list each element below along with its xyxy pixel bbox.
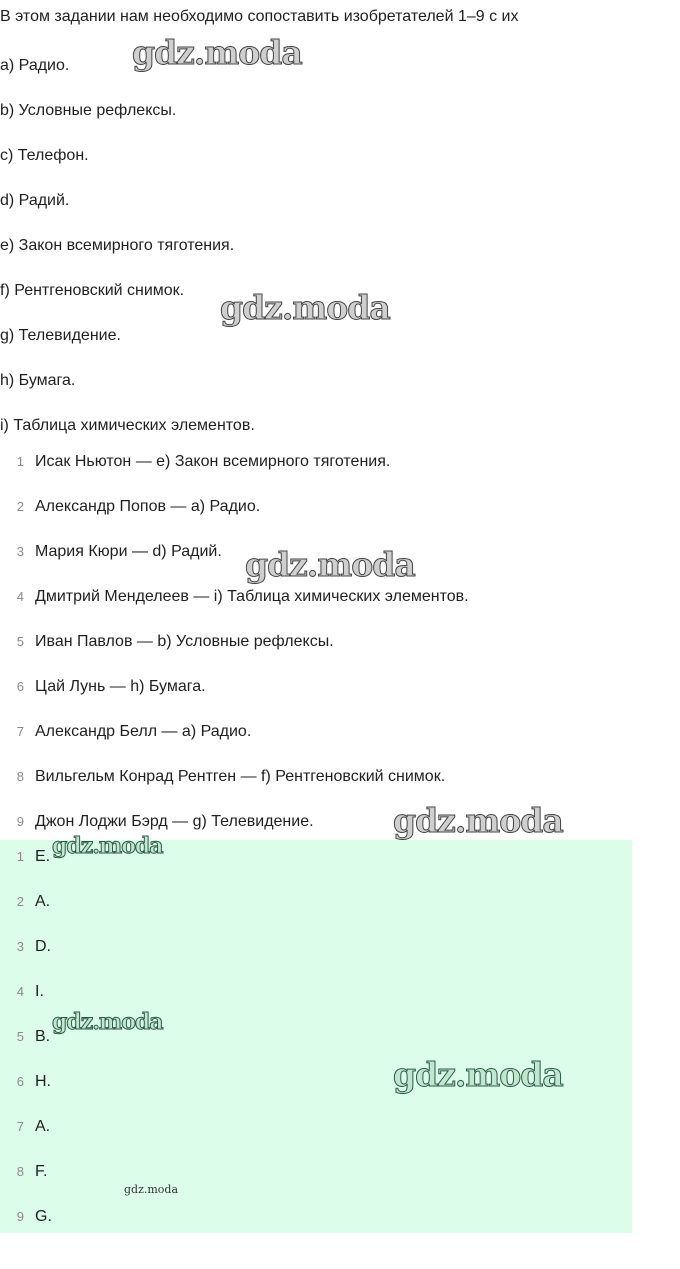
lettered-item: a) Радио.	[0, 57, 70, 74]
watermark: gdz.moda	[124, 1183, 179, 1196]
item-text: Александр Белл — a) Радио.	[35, 723, 252, 740]
item-text: G.	[35, 1208, 52, 1225]
item-number: 7	[16, 724, 24, 739]
item-number: 6	[16, 1074, 24, 1089]
item-text: B.	[35, 1028, 51, 1045]
item-text: D.	[35, 938, 51, 955]
item-number: 7	[16, 1119, 24, 1134]
match-item	[0, 766, 632, 811]
answers-list	[0, 846, 632, 1251]
matches-list	[0, 451, 632, 859]
item-number: 2	[16, 894, 24, 909]
item-text: F.	[35, 1163, 48, 1180]
item-number: 3	[16, 939, 24, 954]
lettered-item: b) Условные рефлексы.	[0, 102, 177, 119]
lettered-item: h) Бумага.	[0, 372, 76, 389]
item-text: I.	[35, 983, 44, 1000]
lettered-item: d) Радий.	[0, 192, 70, 209]
answer-item	[0, 846, 632, 891]
answer-item	[0, 1116, 632, 1161]
item-text: H.	[35, 1073, 51, 1090]
answer-item	[0, 981, 632, 1026]
watermark: gdz.moda	[52, 833, 163, 859]
item-number: 8	[16, 769, 24, 784]
lettered-item: f) Рентгеновский снимок.	[0, 282, 185, 299]
item-number: 5	[16, 634, 24, 649]
item-number: 6	[16, 679, 24, 694]
answer-item	[0, 1071, 632, 1116]
item-text: A.	[35, 1118, 51, 1135]
item-text: E.	[35, 848, 51, 865]
lettered-list	[0, 55, 255, 460]
item-number: 2	[16, 499, 24, 514]
item-number: 3	[16, 544, 24, 559]
watermark: gdz.moda	[220, 288, 390, 327]
item-number: 4	[16, 984, 24, 999]
answer-item	[0, 891, 632, 936]
match-item	[0, 496, 632, 541]
item-text: Дмитрий Менделеев — i) Таблица химических элементов.	[35, 588, 469, 605]
match-item	[0, 586, 632, 631]
watermark: gdz.moda	[52, 1009, 163, 1035]
lettered-item: g) Телевидение.	[0, 327, 121, 344]
item-text: Мария Кюри — d) Радий.	[35, 543, 222, 560]
item-number: 4	[16, 589, 24, 604]
item-text: A.	[35, 893, 51, 910]
lettered-item: c) Телефон.	[0, 147, 89, 164]
answer-item	[0, 1206, 632, 1251]
match-item	[0, 721, 632, 766]
lettered-item: i) Таблица химических элементов.	[0, 417, 255, 434]
match-item	[0, 631, 632, 676]
item-number: 5	[16, 1029, 24, 1044]
watermark: gdz.moda	[245, 545, 415, 584]
item-number: 1	[16, 454, 24, 469]
item-text: Джон Лоджи Бэрд — g) Телевидение.	[35, 813, 314, 830]
answer-item	[0, 1026, 632, 1071]
lettered-item: e) Закон всемирного тяготения.	[0, 237, 235, 254]
item-text: Иван Павлов — b) Условные рефлексы.	[35, 633, 334, 650]
match-item	[0, 451, 632, 496]
item-text: Вильгельм Конрад Рентген — f) Рентгеновский снимок.	[35, 768, 446, 785]
match-item	[0, 676, 632, 721]
item-text: Александр Попов — a) Радио.	[35, 498, 261, 515]
item-number: 1	[16, 849, 24, 864]
item-text: Исак Ньютон — e) Закон всемирного тяготения.	[35, 453, 391, 470]
watermark: gdz.moda	[393, 801, 563, 840]
answer-item	[0, 1161, 632, 1206]
item-number: 8	[16, 1164, 24, 1179]
answer-item	[0, 936, 632, 981]
match-item	[0, 541, 632, 586]
intro-text: В этом задании нам необходимо сопоставить изобретателей 1–9 с их	[0, 8, 519, 25]
item-number: 9	[16, 814, 24, 829]
watermark: gdz.moda	[393, 1055, 563, 1094]
item-text: Цай Лунь — h) Бумага.	[35, 678, 206, 695]
watermark: gdz.moda	[132, 33, 302, 72]
item-number: 9	[16, 1209, 24, 1224]
